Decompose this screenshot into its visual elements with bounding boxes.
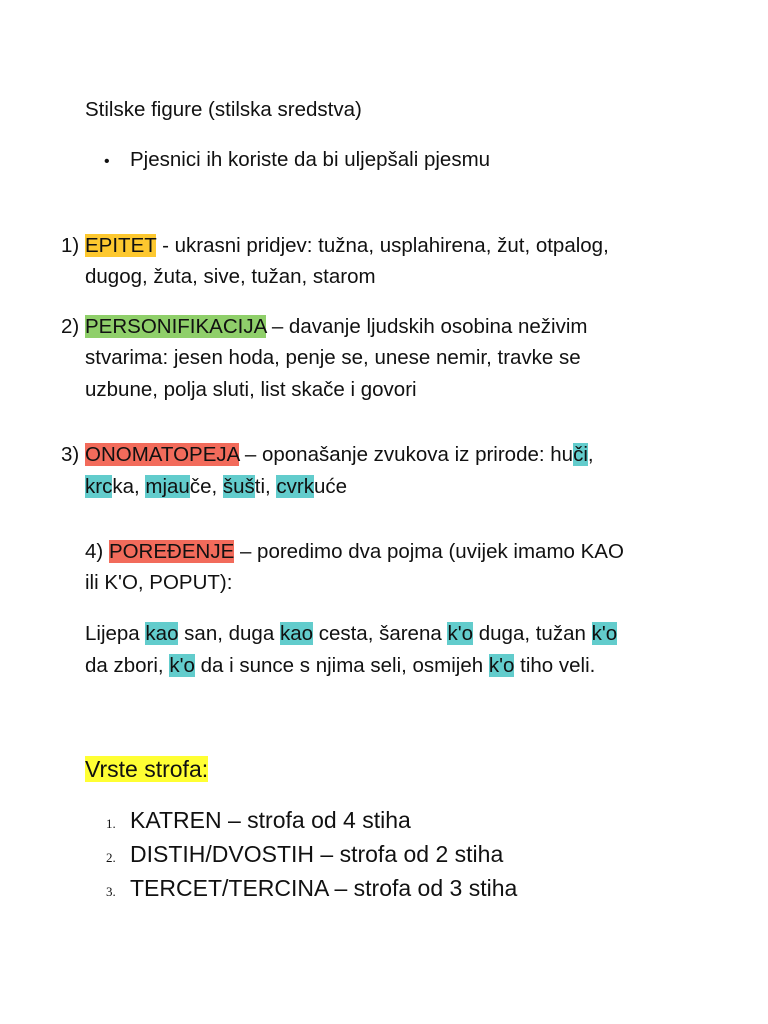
strofe-title: [85, 752, 208, 786]
strofe-item-3-number: [106, 871, 116, 909]
highlight-kao: kao: [279, 622, 313, 645]
highlight-kao: kao: [145, 622, 179, 645]
highlight-ci: či: [573, 443, 588, 466]
strofe-item-2-number: [106, 837, 116, 875]
item-1-desc: - ukrasni pridjev: tužna, usplahirena, žut, otpalog,: [156, 234, 609, 257]
highlight-mjau: mjau: [145, 475, 190, 498]
item-4-desc: – poredimo dva pojma (uvijek imamo KAO: [234, 540, 624, 563]
term-epitet: EPITET: [85, 234, 157, 257]
example-line1: [85, 617, 617, 650]
item-2-desc: – davanje ljudskih osobina neživim: [266, 315, 588, 338]
highlight-sus: šuš: [222, 475, 255, 498]
item-4-number: 4): [85, 540, 109, 563]
list-number: 1.: [106, 816, 116, 831]
example-text: duga, tužan: [473, 622, 592, 645]
highlight-krc: krc: [85, 475, 113, 498]
example-text: da i sunce s njima seli, osmijeh: [194, 654, 489, 677]
strofe-item-1: KATREN – strofa od 4 stiha: [130, 807, 411, 833]
term-personifikacija: PERSONIFIKACIJA: [85, 315, 267, 338]
highlight-cvrk: cvrk: [276, 475, 314, 498]
list-number: 3.: [106, 884, 116, 899]
item-4-line2: ili K'O, POPUT):: [85, 571, 233, 594]
example-text: cesta, šarena: [313, 622, 448, 645]
word-rest: če,: [189, 475, 223, 498]
item-2-line1: [85, 310, 588, 343]
bullet-text: Pjesnici ih koriste da bi uljepšali pjesmu: [130, 148, 491, 171]
page-heading: Stilske figure (stilska sredstva): [85, 98, 362, 121]
strofe-item-1-number: [106, 803, 116, 841]
item-1-line2: dugog, žuta, sive, tužan, starom: [85, 265, 376, 288]
item-1-line1: [85, 229, 609, 262]
example-text: Lijepa: [85, 622, 146, 645]
item-2-number: 2): [61, 315, 80, 338]
highlight-ko: k'o: [488, 654, 515, 677]
comma: ,: [587, 443, 594, 466]
strofe-item-2: DISTIH/DVOSTIH – strofa od 2 stiha: [130, 841, 504, 867]
highlight-ko: k'o: [591, 622, 618, 645]
example-text: da zbori,: [85, 654, 170, 677]
list-number: 2.: [106, 850, 116, 865]
word-rest: ti,: [254, 475, 277, 498]
highlight-ko: k'o: [169, 654, 195, 677]
term-poredenje: POREĐENJE: [108, 540, 235, 563]
example-text: tiho veli.: [514, 654, 596, 677]
word-rest: ka,: [112, 475, 146, 498]
item-2-line2: stvarima: jesen hoda, penje se, unese nemir, travke se: [85, 346, 581, 369]
example-line2: [85, 649, 595, 682]
example-text: san, duga: [178, 622, 280, 645]
item-3-line2: [85, 470, 347, 503]
item-3-number: 3): [61, 443, 80, 466]
item-3-line1: [85, 438, 594, 471]
item-3-desc: – oponašanje zvukova iz prirode: hu: [239, 443, 574, 466]
item-1-number: 1): [61, 234, 80, 257]
bullet-marker: •: [104, 153, 110, 170]
term-onomatopeja: ONOMATOPEJA: [85, 443, 240, 466]
item-4-line1: [85, 535, 624, 568]
strofe-item-3: TERCET/TERCINA – strofa od 3 stiha: [130, 875, 518, 901]
word-rest: uće: [314, 475, 348, 498]
highlight-ko: k'o: [447, 622, 474, 645]
item-2-line3: uzbune, polja sluti, list skače i govori: [85, 378, 417, 401]
strofe-title-text: Vrste strofa:: [85, 756, 209, 782]
